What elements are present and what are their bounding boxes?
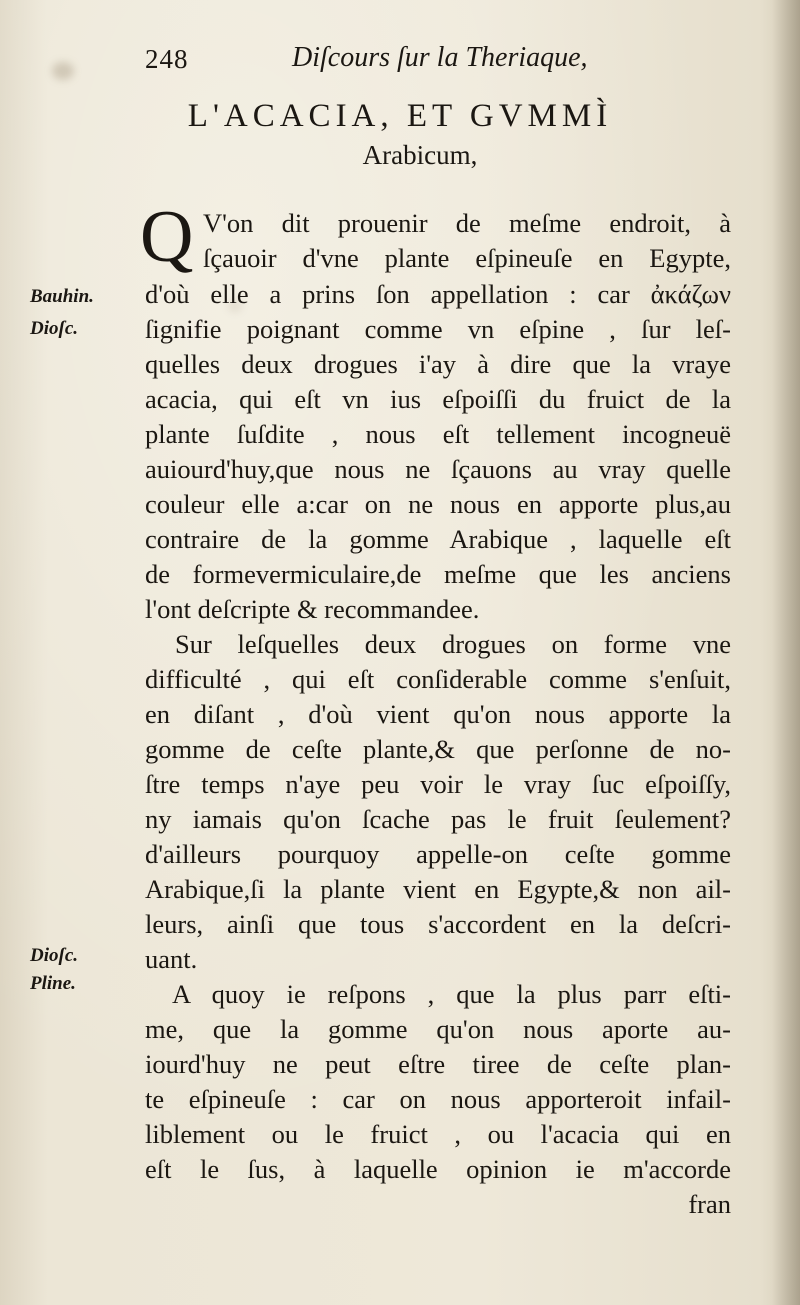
drop-cap: Q <box>140 196 194 278</box>
text-line: ſçauoir d'vne plante eſpineuſe en Egypte, <box>203 243 731 273</box>
text-line: acacia, qui eſt vn ius eſpoiſſi du fruict de la <box>145 384 731 414</box>
text-line: ſtre temps n'aye peu voir le vray ſuc eſpoiſſy, <box>145 769 731 799</box>
text-line: te eſpineuſe : car on nous apporteroit infail- <box>145 1084 731 1114</box>
catchword: fran <box>688 1189 731 1219</box>
running-head: Diſcours ſur la Theriaque, <box>292 42 588 73</box>
text-line: difficulté , qui eſt conſiderable comme s'enſuit, <box>145 664 731 694</box>
margin-note: Dioſc. <box>30 318 79 339</box>
text-line: A quoy ie reſpons , que la plus parr eſti- <box>172 979 731 1009</box>
text-line: uant. <box>145 944 198 974</box>
text-line: me, que la gomme qu'on nous aporte au- <box>145 1014 731 1044</box>
text-line: liblement ou le fruict , ou l'acacia qui en <box>145 1119 731 1149</box>
margin-note: Dioſc. <box>30 945 79 966</box>
text-line: couleur elle a:car on ne nous en apporte plus,au <box>145 489 731 519</box>
text-line: leurs, ainſi que tous s'accordent en la deſcri- <box>145 909 731 939</box>
text-line: eſt le ſus, à laquelle opinion ie m'accorde <box>145 1154 731 1184</box>
text-line: Arabique,ſi la plante vient en Egypte,& non ail- <box>145 874 731 904</box>
text-line: en diſant , d'où vient qu'on nous apporte la <box>145 699 731 729</box>
text-line: ſignifie poignant comme vn eſpine , ſur leſ- <box>145 314 731 344</box>
text-line: contraire de la gomme Arabique , laquelle eſt <box>145 524 731 554</box>
margin-note: Bauhin. <box>30 286 94 307</box>
text-line: auiourd'huy,que nous ne ſçauons au vray quelle <box>145 454 731 484</box>
page-number: 248 <box>145 44 189 74</box>
text-line: de formevermiculaire,de meſme que les anciens <box>145 559 731 589</box>
chapter-title: L'ACACIA, ET GVMMÌ <box>187 98 613 134</box>
page-edge-shadow <box>772 0 800 1305</box>
text-line: l'ont deſcripte & recommandee. <box>145 594 480 624</box>
margin-note: Pline. <box>30 973 76 994</box>
text-line: Sur leſquelles deux drogues on forme vne <box>175 629 731 659</box>
text-line: ny iamais qu'on ſcache pas le fruit ſeulement? <box>145 804 731 834</box>
text-line: d'où elle a prins ſon appellation : car ἀκάζων <box>145 279 731 309</box>
text-line: V'on dit prouenir de meſme endroit, à <box>203 208 731 238</box>
text-line: iourd'huy ne peut eſtre tiree de ceſte plan- <box>145 1049 731 1079</box>
text-line: d'ailleurs pourquoy appelle-on ceſte gomme <box>145 839 731 869</box>
chapter-subtitle: Arabicum, <box>362 140 478 170</box>
text-line: gomme de ceſte plante,& que perſonne de no- <box>145 734 731 764</box>
page-header <box>0 38 800 78</box>
text-line: plante ſuſdite , nous eſt tellement incogneuë <box>145 419 731 449</box>
text-line: quelles deux drogues i'ay à dire que la vraye <box>145 349 731 379</box>
